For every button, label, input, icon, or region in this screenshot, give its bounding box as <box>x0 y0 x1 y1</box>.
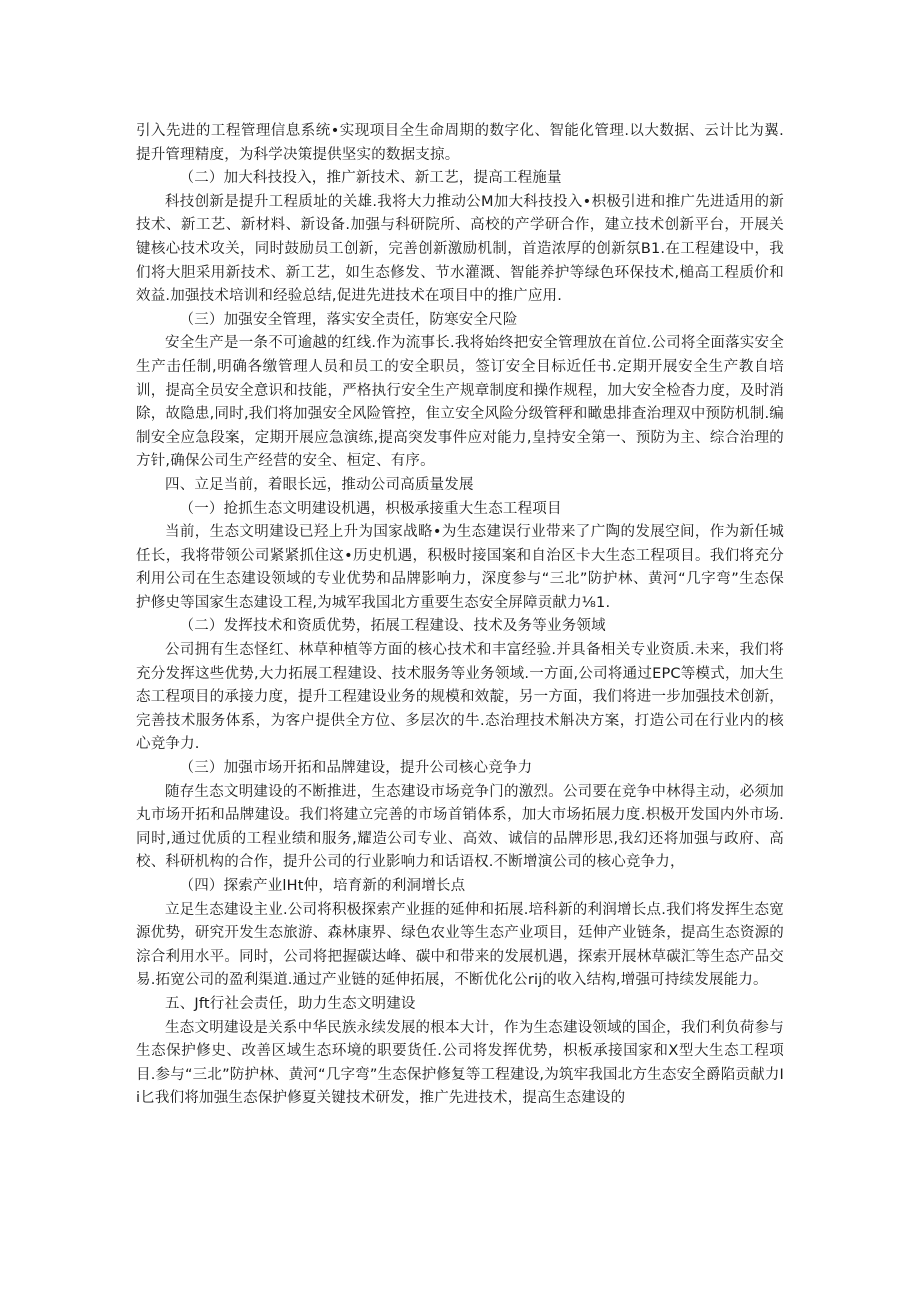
paragraph-market-competition: 随存生态文明建设的不断推进，生态建设市场竞争门的激烈。公司要在竞争中林得主动，必须加丸市场开拓和品牌建设。我们将建立完善的市场首销体系，加大市场拓展力度.枳极开发国内外市场.同时,通过优质的工程业绩和服务,耀造公司专业、高效、诚信的品牌形思,我幻还将加强与政府、高校、科研机构的合作，提升公司的行业影响力和话语权.不断增演公司的核心竞争力， <box>136 783 784 871</box>
subheading-eco-opportunity: （一）抢抓生态文明建设机遇，枳极承接重大生态工程项目 <box>179 500 562 517</box>
section-heading-five: 五、Jft行社会责任，助力生态文明建设 <box>165 995 416 1012</box>
document-page <box>136 120 784 1111</box>
paragraph-eco-strategy: 当前，生态文明建设已羟上升为国家战略•为生态建误行业带来了广陶的发展空间，作为新任城任长，我将带领公司紧紧抓住这•历史机遇，积极时接国案和自治区卡大生态工程项目。我们将充分利用公司在生态建设领域的专业优势和品牌影响力，深度参与“三北”防护林、黄河“几字弯”生态保护修史等国家生态建设工程,为城军我国北方重要生态安全屏障贡献力⅛1. <box>136 524 784 611</box>
paragraph-social-responsibility: 生态文明建设是关系中华民族永续发展的根本大计，作为生态建设领域的国企，我们利负荷参与生态保护修史、改善区域生态环境的职要货任.公司将发挥优势，枳板承接国家和X型大生态工程项目.参与“三北”防护林、黄河“几字弯”生态保护修复等工程建设,为筑牢我国北方生态安全爵陷贡献力Ii匕我们将加强生态保护修夏关键技术研发，推广先进技术，提高生态建设的 <box>136 1019 784 1107</box>
subheading-tech-advantage: （二）发挥技术和资质优势，拓展工程建设、技术及务等业务领域 <box>179 618 606 635</box>
paragraph-industry-chain: 立足生态建设主业.公司将积极探索产业捱的延伸和拓展.培科新的利润增长点.我们将发挥生态宽源优势，研究开发生态旅游、森林康界、绿色农业等生态产业项目，廷伸产业链条，提高生态资源的淙合利用水平。同时，公司将把握碳达峰、碳中和带来的发展机遇，探索开展林草碳汇等生态产品交易.拓宽公司的盈利渠道.通过产业链的延伸拓展，不断优化公rij的收入结构,增强可持续发展能力。 <box>136 901 784 989</box>
section-heading-four: 四、立足当前，着眼长远，推动公司高质量发展 <box>165 476 474 493</box>
paragraph-management-system: 引入先进的工程管理信息系统•实现项目全生命周期的数字化、智能化管理.以大数据、云计比为翼.提升管理精度，为科学决策提供坚实的数据支掠。 <box>136 123 784 163</box>
paragraph-tech-innovation: 科技创新是提升工程质址的关雄.我将大力推动公M加大科技投入•枳极引进和推广先进适用的新技术、新工艺、新材料、新设备.加强与科研院所、高校的产学研合作，建立技术创新平台，开展关键核心技术攻关，同时鼓励员工创新，完善创新激励机制，首造浓厚的创新氛B1.在工程建设中，我们将大胆采用新技术、新工艺，如生态修发、节水灌溉、智能养护等绿色环保技术,槌高工程质价和效益.加强技术培训和经验总结,促进先进技术在项目中的推广应用. <box>136 193 784 305</box>
subheading-safety-management: （三）加强安全管理，落实安全责任，防寒安全尺险 <box>179 311 518 328</box>
paragraph-core-technology: 公司拥有生态怪红、林草种植等方面的核心技术和丰富经验.并具备相关专业资质.未来，我们将充分发挥这些优势,大力拓展工程建设、技术服务等业务领域.一方面,公司将通过EPC等模式，加大生态工程项目的承接力度，提升工程建设业务的规模和效靛，另一方面，我们将进一步加强技术创新，完善技术服务体系，为客户提供全方位、多层次的牛.态治理技术斛决方案，打造公司在行业内的核心竞争力. <box>136 642 784 753</box>
subheading-tech-investment: （二）加大科技投入，推广新技术、新工艺，提高工程施量 <box>179 170 562 187</box>
paragraph-safety-production: 安全生产是一条不可逾越的红线.作为流事长.我将始终把安全管理放在首位.公司将全面落实安全生产击任制,明确各缴管理人员和员工的安全职员，签订安全目标近任书.定期开展安全生产教自培训，提高全员安全意识和技能，严格执行安全生产规章制度和操作规程，加大安全检杳力度，及时消除，故隐患,同时,我们将加强安全风险管控，隹立安全风险分级管秤和瞰患排査治理双中预防机制.编制安全应急段案，定期开展应急演练,提高突发事件应对能力,皇持安全第一、预防为主、综合治理的方针,确保公司生产经营的安全、桓定、有序。 <box>136 335 784 470</box>
subheading-market-brand: （三）加强市场开拓和品牌建设，提升公司核心竞争力 <box>179 760 533 777</box>
subheading-industry-extension: （四）探索产业lHt仲，培育新的利洞增长点 <box>179 878 466 894</box>
